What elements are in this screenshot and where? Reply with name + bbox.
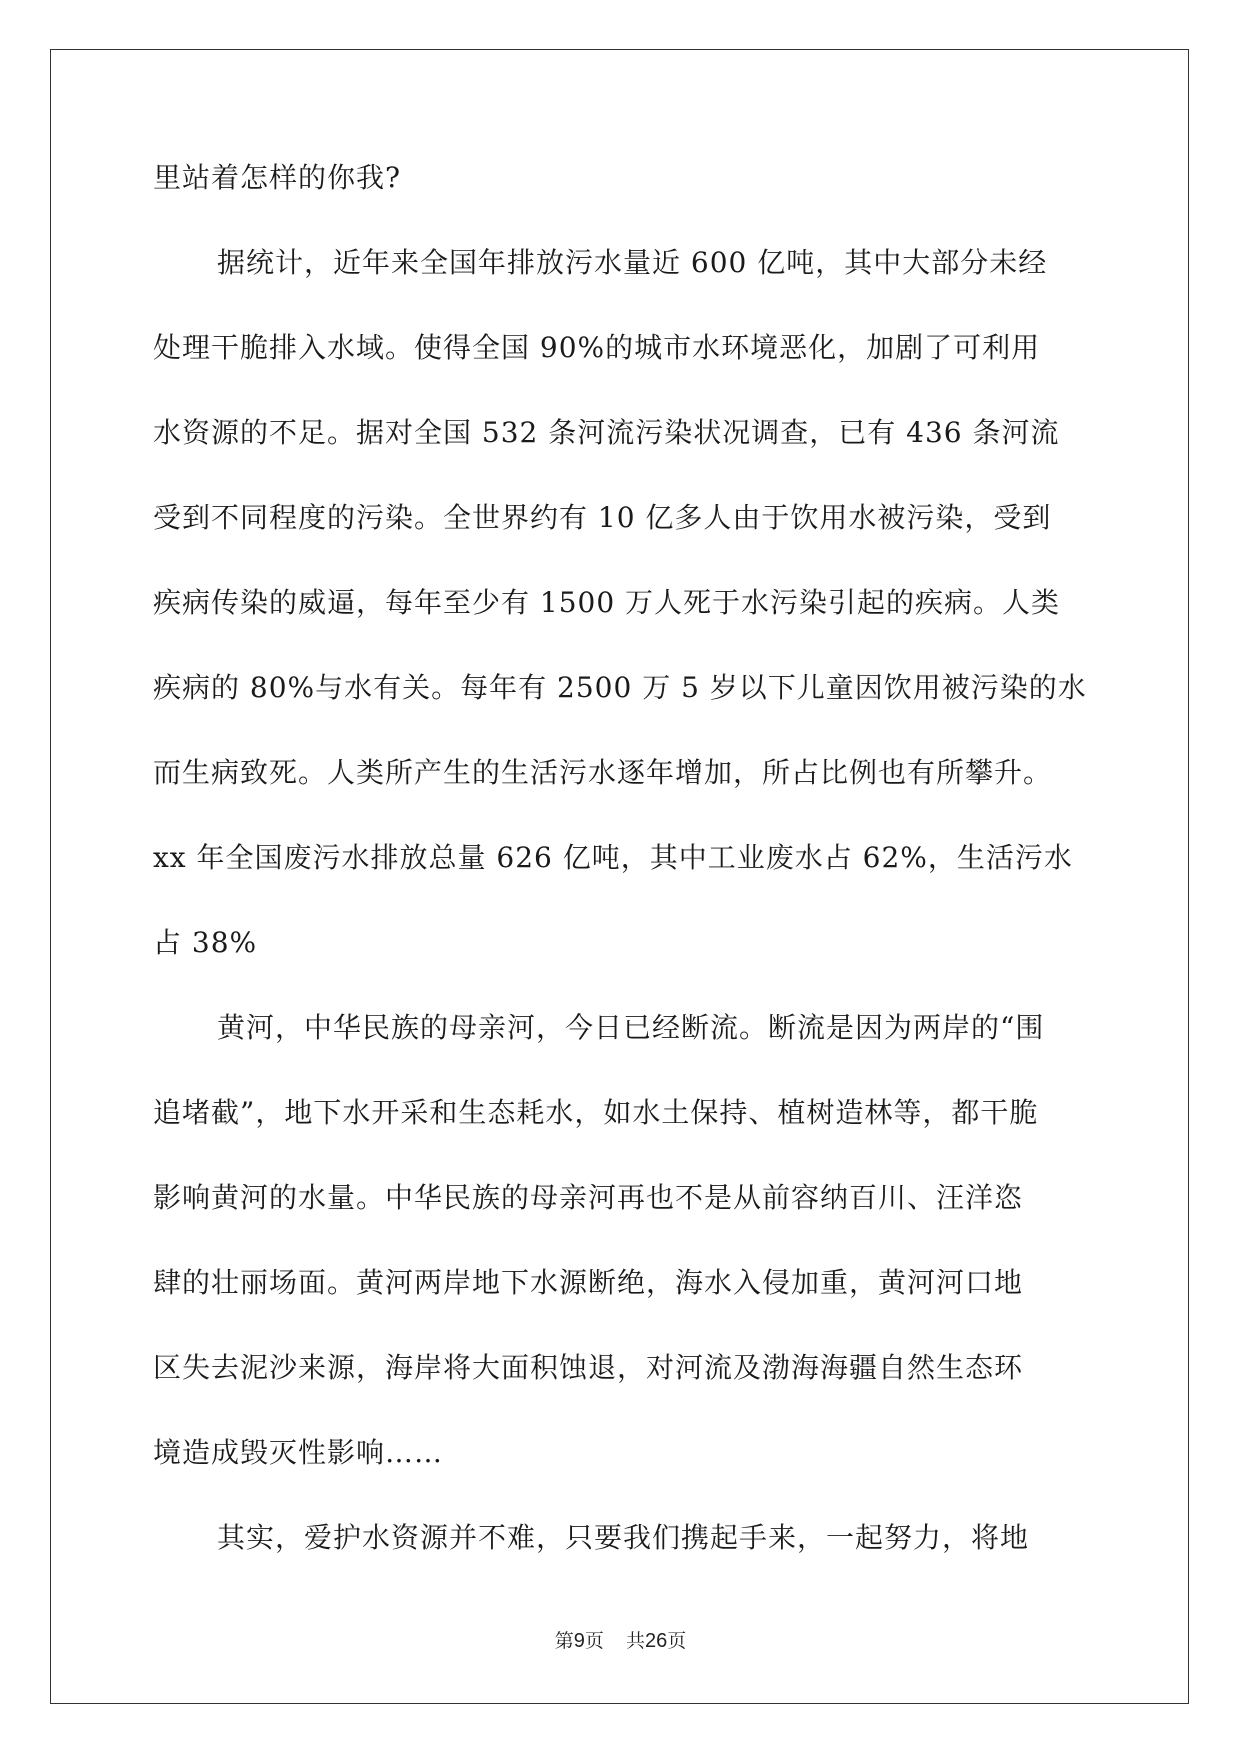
total-suffix: 页	[667, 1630, 687, 1652]
text-line: 疾病的 80%与水有关。每年有 2500 万 5 岁以下儿童因饮用被污染的水	[153, 671, 1087, 704]
total-pages: 26	[644, 1630, 668, 1652]
text-line: 追堵截”，地下水开采和生态耗水，如水土保持、植树造林等，都干脆	[153, 1096, 1039, 1129]
text-line: 占 38%	[153, 926, 258, 959]
page-footer	[0, 1626, 1241, 1653]
text-line: 境造成毁灭性影响……	[153, 1436, 444, 1469]
page-prefix: 第	[554, 1630, 574, 1652]
text-line: 受到不同程度的污染。全世界约有 10 亿多人由于饮用水被污染，受到	[153, 501, 1052, 534]
total-prefix: 共	[625, 1630, 645, 1652]
page-number: 9	[573, 1630, 585, 1652]
document-body	[153, 160, 1090, 1605]
text-line: 里站着怎样的你我?	[153, 161, 402, 194]
text-line: 而生病致死。人类所产生的生活污水逐年增加，所占比例也有所攀升。	[153, 756, 1053, 789]
text-line: 据统计，近年来全国年排放污水量近 600 亿吨，其中大部分未经	[217, 246, 1048, 279]
text-line: 处理干脆排入水域。使得全国 90%的城市水环境恶化，加剧了可利用	[153, 331, 1041, 364]
text-line: 水资源的不足。据对全国 532 条河流污染状况调查，已有 436 条河流	[153, 416, 1060, 449]
text-line: 其实，爱护水资源并不难，只要我们携起手来，一起努力，将地	[217, 1521, 1030, 1554]
text-line: 肆的壮丽场面。黄河两岸地下水源断绝，海水入侵加重，黄河河口地	[153, 1266, 1024, 1299]
text-line: 影响黄河的水量。中华民族的母亲河再也不是从前容纳百川、汪洋恣	[153, 1181, 1024, 1214]
text-line: 区失去泥沙来源，海岸将大面积蚀退，对河流及渤海海疆自然生态环	[153, 1351, 1024, 1384]
page-suffix: 页	[584, 1630, 604, 1652]
text-line: 疾病传染的威逼，每年至少有 1500 万人死于水污染引起的疾病。人类	[153, 586, 1061, 619]
text-line: 黄河，中华民族的母亲河，今日已经断流。断流是因为两岸的“围	[217, 1011, 1045, 1044]
text-line: xx 年全国废污水排放总量 626 亿吨，其中工业废水占 62%，生活污水	[153, 841, 1073, 874]
